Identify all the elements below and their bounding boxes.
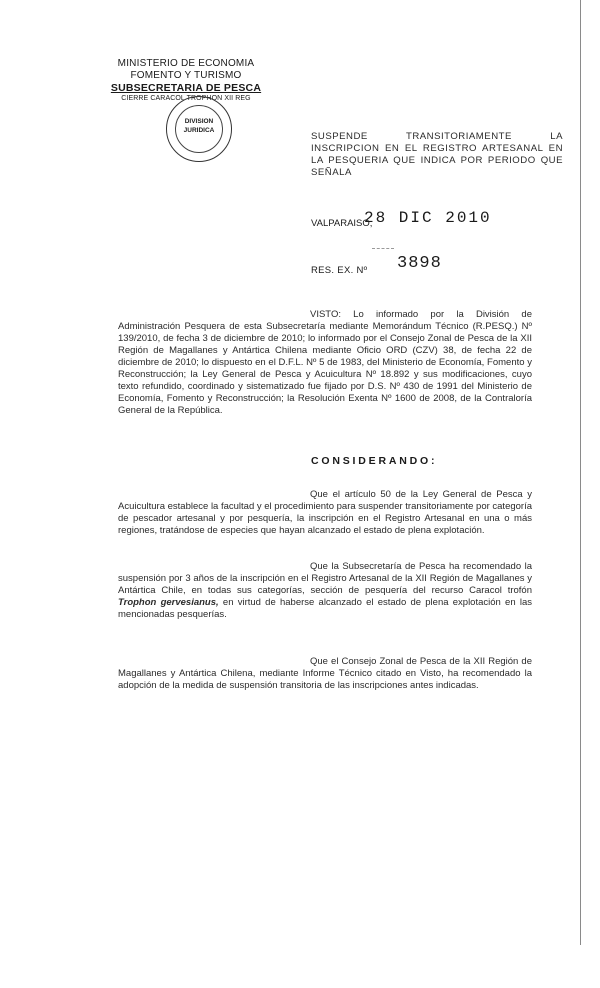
letterhead xyxy=(106,58,266,103)
visto-paragraph: VISTO: Lo informado por la División de Administración Pesquera de esta Subsecretaría mediante Memorándum Técnico (R.PESQ.) Nº 139/2010, de fecha 3 de diciembre de 2010; lo informado por el Consejo Zonal de Pesca de la XII Región de Magallanes y Antártica Chilena mediante Oficio ORD (CZV) 38, de fecha 22 de diciembre de 2010; lo dispuesto en el D.F.L. Nº 5 de 1983, del Ministerio de Economía, Fomento y Reconstrucción; la Ley General de Pesca y Acuicultura Nº 18.892 y sus modificaciones, cuyo texto refundido, coordinado y sistematizado fue fijado por D.S. Nº 430 de 1991 del Ministerio de Economía, Fomento y Reconstrucción; la Resolución Exenta Nº 1600 de 2008, de la Contraloría General de la República. xyxy=(118,309,532,416)
considerando-heading: CONSIDERANDO: xyxy=(311,455,438,467)
stamp-text-juridica: JURIDICA xyxy=(183,127,215,134)
paragraph-2-text-end: en virtud de haberse alcanzado el estado de plena explotación en las mencionadas pesquerías. xyxy=(118,597,532,620)
resolution-label: RES. EX. Nº xyxy=(311,265,368,276)
considerando-paragraph-2 xyxy=(118,561,532,621)
considerando-paragraph-3: Que el Consejo Zonal de Pesca de la XII Región de Magallanes y Antártica Chilena, mediante Informe Técnico citado en Visto, ha recomendado la adopción de la medida de suspensión transitoria de las inscripciones antes indicadas. xyxy=(118,656,532,691)
letterhead-ministry-sub: FOMENTO Y TURISMO xyxy=(130,70,242,81)
resolution-number: 3898 xyxy=(397,254,442,273)
paragraph-2-text-start: Que la Subsecretaría de Pesca ha recomendado la suspensión por 3 años de la inscripción en el Registro Artesanal de la XII Región de Magallanes y Antártica Chile, en todas sus categorías, sección de pesquería del recurso Caracol trofón xyxy=(118,561,532,596)
letterhead-reference: CIERRE CARACOL TROPHON XII REG xyxy=(121,95,251,102)
species-name: Trophon gervesianus, xyxy=(118,597,219,608)
stamp-text-division: DIVISION xyxy=(184,118,214,125)
resolution-dash-line xyxy=(372,248,394,249)
considerando-paragraph-1: Que el artículo 50 de la Ley General de Pesca y Acuicultura establece la facultad y el procedimiento para suspender transitoriamente por categoría de pescador artesanal y por pesquería, la inscripción en el Registro Artesanal en una o más regiones, tratándose de especies que hayan alcanzado el estado de plena explotación. xyxy=(118,489,533,536)
date-stamp: 28 DIC 2010 xyxy=(364,209,492,227)
page-edge-rule xyxy=(580,0,581,945)
division-juridica-stamp xyxy=(166,96,232,162)
letterhead-ministry: MINISTERIO DE ECONOMIA xyxy=(117,58,255,69)
letterhead-subsecretaria: SUBSECRETARIA DE PESCA xyxy=(110,82,262,94)
resolution-subject: SUSPENDE TRANSITORIAMENTE LA INSCRIPCION EN EL REGISTRO ARTESANAL EN LA PESQUERIA QUE INDICA POR PERIODO QUE SEÑALA xyxy=(311,131,563,178)
place-label: VALPARAISO, xyxy=(311,218,373,229)
